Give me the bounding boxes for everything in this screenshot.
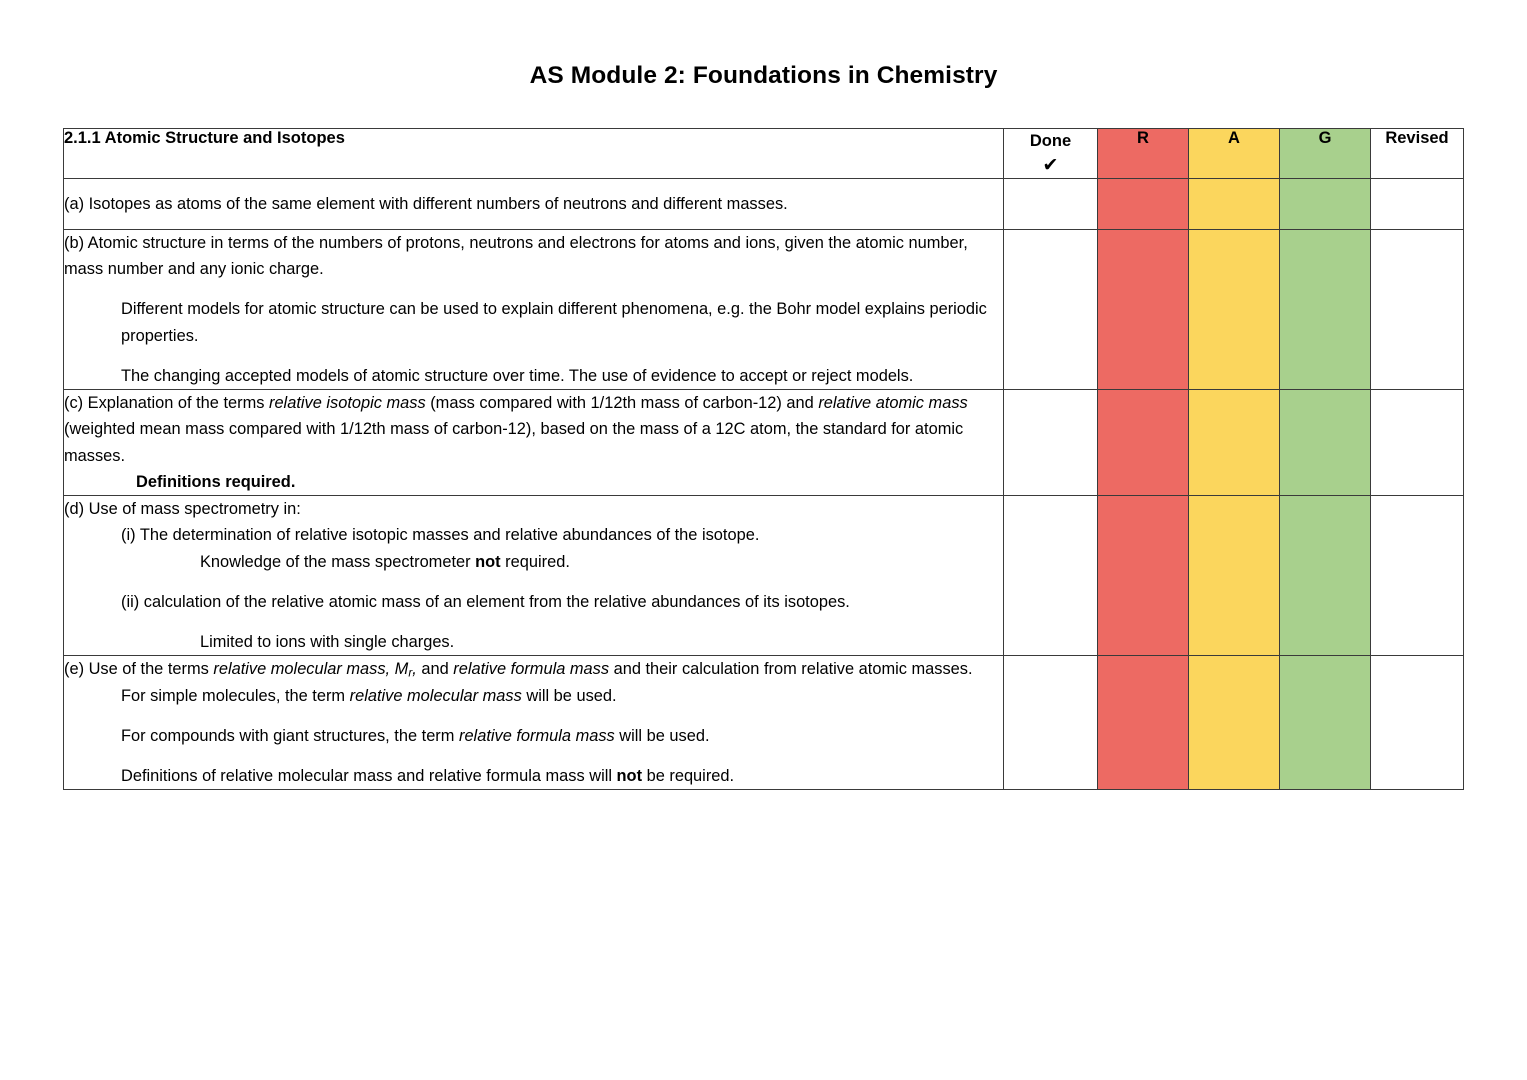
row-c-content: [64, 390, 1004, 496]
row-e-content: [64, 656, 1004, 790]
row-d-line-3: Knowledge of the mass spectrometer not required.: [200, 552, 570, 571]
row-a-red-cell[interactable]: [1098, 178, 1189, 229]
table-row: [64, 178, 1464, 229]
row-d-line-1: (d) Use of mass spectrometry in:: [64, 500, 301, 518]
rag-header-amber: A: [1189, 129, 1280, 179]
row-a-revised-cell[interactable]: [1371, 178, 1464, 229]
row-b-red-cell[interactable]: [1098, 229, 1189, 389]
row-a-amber-cell[interactable]: [1189, 178, 1280, 229]
check-icon: ✔: [1042, 154, 1059, 176]
revised-header-cell: Revised: [1371, 129, 1464, 179]
row-d-line-2: (i) The determination of relative isotopic masses and relative abundances of the isotope.: [121, 526, 760, 545]
row-a-line-1: (a) Isotopes as atoms of the same element with different numbers of neutrons and different masses.: [64, 194, 788, 213]
table-row: [64, 496, 1464, 656]
table-row: [64, 229, 1464, 389]
row-a-green-cell[interactable]: [1280, 178, 1371, 229]
page-title: AS Module 2: Foundations in Chemistry: [529, 62, 998, 89]
row-b-line-1: (b) Atomic structure in terms of the numbers of protons, neutrons and electrons for atoms and ions, given the atomic number, mass number and any ionic charge.: [64, 233, 968, 278]
table-row: [64, 390, 1464, 496]
row-e-done-cell[interactable]: [1004, 656, 1098, 790]
row-d-green-cell[interactable]: [1280, 496, 1371, 656]
row-e-revised-cell[interactable]: [1371, 656, 1464, 790]
row-d-done-cell[interactable]: [1004, 496, 1098, 656]
done-header-cell: [1004, 129, 1098, 179]
row-d-revised-cell[interactable]: [1371, 496, 1464, 656]
row-b-green-cell[interactable]: [1280, 229, 1371, 389]
row-e-amber-cell[interactable]: [1189, 656, 1280, 790]
done-header-label: Done: [1029, 132, 1072, 150]
row-d-red-cell[interactable]: [1098, 496, 1189, 656]
row-b-content: [64, 229, 1004, 389]
row-c-done-cell[interactable]: [1004, 390, 1098, 496]
row-e-line-3: For compounds with giant structures, the term relative formula mass will be used.: [121, 726, 710, 745]
row-d-line-4: (ii) calculation of the relative atomic mass of an element from the relative abundances of its isotopes.: [121, 592, 850, 611]
row-c-amber-cell[interactable]: [1189, 390, 1280, 496]
row-d-amber-cell[interactable]: [1189, 496, 1280, 656]
row-a-content: [64, 178, 1004, 229]
row-c-revised-cell[interactable]: [1371, 390, 1464, 496]
row-e-red-cell[interactable]: [1098, 656, 1189, 790]
rag-header-red: R: [1098, 129, 1189, 179]
row-c-line-2: Definitions required.: [136, 472, 296, 491]
row-e-green-cell[interactable]: [1280, 656, 1371, 790]
row-e-line-2: For simple molecules, the term relative molecular mass will be used.: [121, 686, 617, 705]
row-d-content: [64, 496, 1004, 656]
table-header-row: [64, 129, 1464, 179]
row-b-line-3: The changing accepted models of atomic structure over time. The use of evidence to accept or reject models.: [121, 366, 914, 385]
row-b-revised-cell[interactable]: [1371, 229, 1464, 389]
rag-header-green: G: [1280, 129, 1371, 179]
row-c-green-cell[interactable]: [1280, 390, 1371, 496]
row-b-line-2: Different models for atomic structure can be used to explain different phenomena, e.g. the Bohr model explains periodic properties.: [121, 300, 987, 345]
row-c-red-cell[interactable]: [1098, 390, 1189, 496]
specification-checklist-table: [63, 128, 1464, 790]
section-title-cell: 2.1.1 Atomic Structure and Isotopes: [64, 129, 1004, 179]
row-e-line-4: Definitions of relative molecular mass and relative formula mass will not be required.: [121, 767, 735, 786]
row-b-done-cell[interactable]: [1004, 229, 1098, 389]
row-d-line-5: Limited to ions with single charges.: [200, 633, 455, 651]
row-e-line-1: (e) Use of the terms relative molecular mass, $M_r$, and relative formula mass and their calculation from relative atomic masses.: [64, 660, 973, 680]
table-row: [64, 656, 1464, 790]
row-b-amber-cell[interactable]: [1189, 229, 1280, 389]
row-a-done-cell[interactable]: [1004, 178, 1098, 229]
row-c-line-1: (c) Explanation of the terms relative isotopic mass (mass compared with 1/12th mass of carbon-12) and relative atomic mass (weighted mean mass compared with 1/12th mass of carbon-12), based on the mass of a 12C atom, the standard for atomic masses.: [64, 394, 968, 465]
